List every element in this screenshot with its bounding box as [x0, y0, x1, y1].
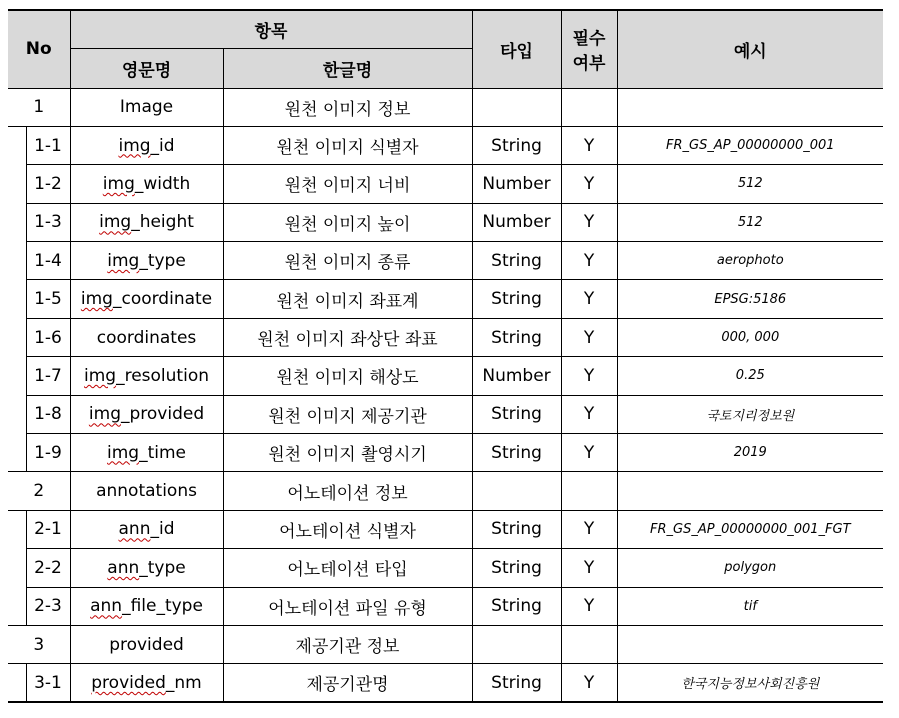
type-cell: Number [472, 357, 561, 395]
english-name-cell: img_time [70, 434, 223, 472]
korean-name-cell: 원천 이미지 좌상단 좌표 [223, 318, 472, 356]
indent-cell [8, 126, 26, 164]
header-no: No [8, 10, 70, 88]
table-row [8, 126, 883, 164]
example-cell: FR_GS_AP_00000000_001 [617, 126, 883, 164]
row-no-cell: 1-9 [26, 434, 70, 472]
table-row [8, 242, 883, 280]
table-row [8, 395, 883, 433]
row-no-cell: 1-2 [26, 165, 70, 203]
type-cell: String [472, 395, 561, 433]
required-cell [561, 625, 617, 663]
required-cell: Y [561, 165, 617, 203]
korean-name-cell: 원천 이미지 높이 [223, 203, 472, 241]
row-no-cell: 1-1 [26, 126, 70, 164]
table-group-row [8, 472, 883, 510]
english-name-cell: img_width [70, 165, 223, 203]
row-no-cell: 2 [8, 472, 70, 510]
indent-cell [8, 280, 26, 318]
table-row [8, 203, 883, 241]
table-row [8, 318, 883, 356]
indent-cell [8, 664, 26, 702]
required-cell [561, 472, 617, 510]
spellcheck-underline: img [88, 404, 121, 425]
required-cell [561, 88, 617, 126]
type-cell: Number [472, 203, 561, 241]
row-no-cell: 1-3 [26, 203, 70, 241]
table-row [8, 587, 883, 625]
english-name-cell: ann_file_type [70, 587, 223, 625]
type-cell [472, 625, 561, 663]
korean-name-cell: 어노테이션 파일 유형 [223, 587, 472, 625]
row-no-cell: 2-2 [26, 549, 70, 587]
korean-name-cell: 원천 이미지 촬영시기 [223, 434, 472, 472]
table-row [8, 549, 883, 587]
example-cell: 000, 000 [617, 318, 883, 356]
korean-name-cell: 원천 이미지 너비 [223, 165, 472, 203]
english-name-cell: img_id [70, 126, 223, 164]
korean-name-cell: 어노테이션 정보 [223, 472, 472, 510]
english-name-cell: img_coordinate [70, 280, 223, 318]
table-group-row [8, 625, 883, 663]
spellcheck-underline: ann [107, 557, 140, 578]
required-cell: Y [561, 242, 617, 280]
table-body [8, 88, 883, 702]
required-cell: Y [561, 280, 617, 318]
required-cell: Y [561, 357, 617, 395]
type-cell: String [472, 280, 561, 318]
spellcheck-underline: img [102, 173, 135, 194]
row-no-cell: 1-6 [26, 318, 70, 356]
required-cell: Y [561, 318, 617, 356]
row-no-cell: 1-7 [26, 357, 70, 395]
spellcheck-underline: img [107, 442, 140, 463]
header-korean-name: 한글명 [223, 48, 472, 88]
type-cell: String [472, 664, 561, 702]
indent-cell [8, 510, 26, 548]
korean-name-cell: 어노테이션 식별자 [223, 510, 472, 548]
row-no-cell: 1-8 [26, 395, 70, 433]
korean-name-cell: 원천 이미지 좌표계 [223, 280, 472, 318]
korean-name-cell: 원천 이미지 식별자 [223, 126, 472, 164]
table-row [8, 165, 883, 203]
example-cell: 국토지리정보원 [617, 395, 883, 433]
header-required-line2: 여부 [572, 54, 606, 75]
header-example: 예시 [617, 10, 883, 88]
required-cell: Y [561, 395, 617, 433]
example-cell: polygon [617, 549, 883, 587]
row-no-cell: 1 [8, 88, 70, 126]
type-cell [472, 88, 561, 126]
spec-table [8, 9, 883, 703]
row-no-cell: 1-5 [26, 280, 70, 318]
example-cell: 512 [617, 203, 883, 241]
row-no-cell: 1-4 [26, 242, 70, 280]
example-cell [617, 472, 883, 510]
table-row [8, 357, 883, 395]
type-cell: String [472, 126, 561, 164]
english-name-cell: img_height [70, 203, 223, 241]
indent-cell [8, 587, 26, 625]
table-row [8, 434, 883, 472]
korean-name-cell: 제공기관 정보 [223, 625, 472, 663]
type-cell: String [472, 434, 561, 472]
header-item: 항목 [70, 10, 472, 48]
required-cell: Y [561, 434, 617, 472]
spellcheck-underline: img [84, 365, 117, 386]
example-cell: EPSG:5186 [617, 280, 883, 318]
type-cell: String [472, 242, 561, 280]
english-name-cell: coordinates [70, 318, 223, 356]
english-name-cell: ann_id [70, 510, 223, 548]
korean-name-cell: 원천 이미지 제공기관 [223, 395, 472, 433]
required-cell: Y [561, 203, 617, 241]
header-required [561, 10, 617, 88]
type-cell: String [472, 318, 561, 356]
indent-cell [8, 165, 26, 203]
table-row [8, 664, 883, 702]
english-name-cell: annotations [70, 472, 223, 510]
english-name-cell: img_type [70, 242, 223, 280]
example-cell [617, 625, 883, 663]
row-no-cell: 2-3 [26, 587, 70, 625]
type-cell [472, 472, 561, 510]
korean-name-cell: 원천 이미지 해상도 [223, 357, 472, 395]
example-cell: FR_GS_AP_00000000_001_FGT [617, 510, 883, 548]
required-cell: Y [561, 664, 617, 702]
spellcheck-underline: img [80, 289, 113, 310]
row-no-cell: 3 [8, 625, 70, 663]
type-cell: String [472, 510, 561, 548]
indent-cell [8, 434, 26, 472]
example-cell: tif [617, 587, 883, 625]
type-cell: String [472, 549, 561, 587]
required-cell: Y [561, 549, 617, 587]
example-cell: 512 [617, 165, 883, 203]
indent-cell [8, 203, 26, 241]
table-row [8, 280, 883, 318]
indent-cell [8, 549, 26, 587]
indent-cell [8, 242, 26, 280]
korean-name-cell: 어노테이션 타입 [223, 549, 472, 587]
row-no-cell: 3-1 [26, 664, 70, 702]
required-cell: Y [561, 587, 617, 625]
table-header [8, 10, 883, 88]
header-type: 타입 [472, 10, 561, 88]
korean-name-cell: 제공기관명 [223, 664, 472, 702]
type-cell: String [472, 587, 561, 625]
example-cell: aerophoto [617, 242, 883, 280]
spellcheck-underline: ann [90, 596, 123, 617]
table-row [8, 510, 883, 548]
row-no-cell: 2-1 [26, 510, 70, 548]
spellcheck-underline: provided [91, 672, 166, 693]
spellcheck-underline: img [99, 212, 132, 233]
required-cell: Y [561, 126, 617, 164]
example-cell: 2019 [617, 434, 883, 472]
header-required-line1: 필수 [572, 29, 606, 50]
required-cell: Y [561, 510, 617, 548]
example-cell [617, 88, 883, 126]
korean-name-cell: 원천 이미지 정보 [223, 88, 472, 126]
indent-cell [8, 357, 26, 395]
example-cell: 한국지능정보사회진흥원 [617, 664, 883, 702]
korean-name-cell: 원천 이미지 종류 [223, 242, 472, 280]
english-name-cell: provided [70, 625, 223, 663]
type-cell: Number [472, 165, 561, 203]
example-cell: 0.25 [617, 357, 883, 395]
english-name-cell: img_resolution [70, 357, 223, 395]
header-english-name: 영문명 [70, 48, 223, 88]
spellcheck-underline: img [118, 135, 151, 156]
english-name-cell: ann_type [70, 549, 223, 587]
spellcheck-underline: img [107, 250, 140, 271]
table-group-row [8, 88, 883, 126]
indent-cell [8, 318, 26, 356]
english-name-cell: Image [70, 88, 223, 126]
english-name-cell: provided_nm [70, 664, 223, 702]
spellcheck-underline: ann [118, 519, 151, 540]
english-name-cell: img_provided [70, 395, 223, 433]
indent-cell [8, 395, 26, 433]
